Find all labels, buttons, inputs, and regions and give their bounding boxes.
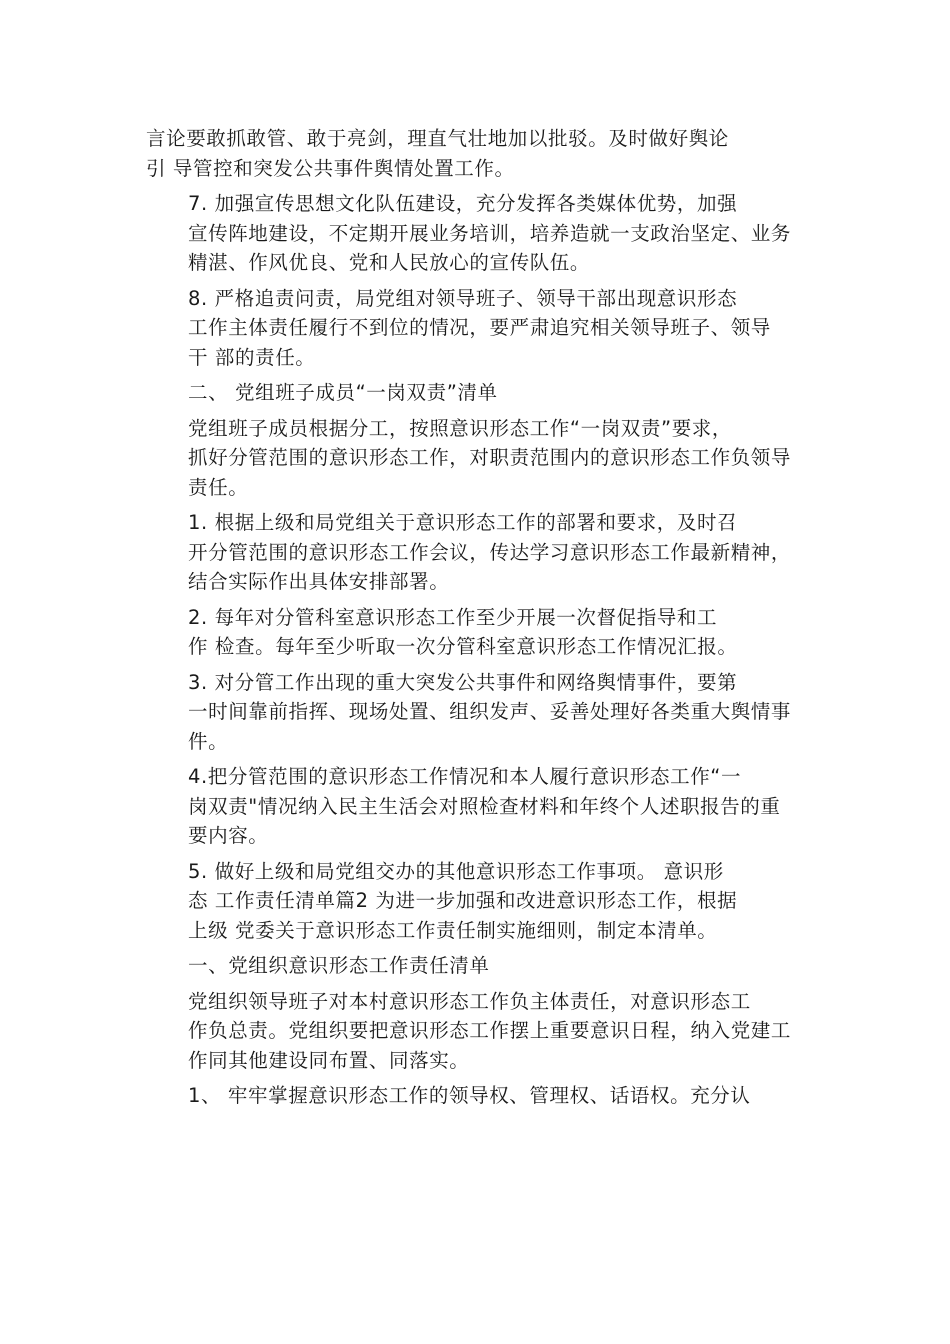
text-line: 岗双责"情况纳入民主生活会对照检查材料和年终个人述职报告的重 — [188, 794, 781, 818]
text-line: 作负总责。党组织要把意识形态工作摆上重要意识日程，纳入党建工 — [188, 1019, 792, 1042]
text-line: 二、 党组班子成员“一岗双责”清单 — [188, 381, 498, 404]
text-line: 作同其他建设同布置、同落实。 — [188, 1048, 470, 1072]
paragraph — [146, 508, 814, 597]
text-line: 1. 根据上级和局党组关于意识形态工作的部署和要求，及时召 — [188, 511, 738, 534]
text-line: 4.把分管范围的意识形态工作情况和本人履行意识形态工作“一 — [188, 765, 742, 788]
paragraph — [146, 124, 814, 183]
text-line: 工作主体责任履行不到位的情况，要严肃追究相关领导班子、领导 — [188, 316, 771, 339]
text-line: 7. 加强宣传思想文化队伍建设，充分发挥各类媒体优势，加强 — [188, 192, 738, 215]
paragraph — [146, 987, 814, 1076]
text-line: 责任。 — [188, 475, 249, 499]
text-line: 8. 严格追责问责，局党组对领导班子、领导干部出现意识形态 — [188, 286, 738, 310]
paragraph — [146, 1081, 814, 1111]
paragraph — [146, 762, 814, 851]
text-line: 干 部的责任。 — [188, 345, 316, 369]
paragraph — [146, 189, 814, 278]
paragraph — [146, 603, 814, 662]
paragraph — [146, 951, 814, 981]
text-line: 上级 党委关于意识形态工作责任制实施细则，制定本清单。 — [188, 918, 718, 942]
text-line: 结合实际作出具体安排部署。 — [188, 570, 450, 593]
paragraph — [146, 284, 814, 373]
text-line: 宣传阵地建设，不定期开展业务培训，培养造就一支政治坚定、业务 — [188, 221, 792, 245]
text-line: 3. 对分管工作出现的重大突发公共事件和网络舆情事件，要第 — [188, 670, 738, 694]
document-body — [146, 124, 814, 1117]
text-line: 作 检查。每年至少听取一次分管科室意识形态工作情况汇报。 — [188, 635, 738, 658]
text-line: 要内容。 — [188, 824, 269, 847]
text-line: 精湛、作风优良、党和人民放心的宣传队伍。 — [188, 251, 591, 274]
paragraph — [146, 857, 814, 946]
text-line: 抓好分管范围的意识形态工作，对职责范围内的意识形态工作负领导 — [188, 446, 792, 469]
text-line: 开分管范围的意识形态工作会议，传达学习意识形态工作最新精神， — [188, 540, 792, 564]
paragraph — [146, 378, 814, 408]
text-line: 言论要敢抓敢管、敢于亮剑，理直气壮地加以批驳。及时做好舆论 — [146, 127, 729, 150]
text-line: 5. 做好上级和局党组交办的其他意识形态工作事项。 意识形 — [188, 859, 724, 883]
text-line: 1、 牢牢掌握意识形态工作的领导权、管理权、话语权。充分认 — [188, 1084, 751, 1107]
text-line: 党组织领导班子对本村意识形态工作负主体责任，对意识形态工 — [188, 989, 751, 1013]
text-line: 一、党组织意识形态工作责任清单 — [188, 954, 490, 977]
paragraph — [146, 668, 814, 757]
text-line: 引 导管控和突发公共事件舆情处置工作。 — [146, 156, 515, 180]
text-line: 态 工作责任清单篇2 为进一步加强和改进意识形态工作，根据 — [188, 889, 738, 912]
text-line: 2. 每年对分管科室意识形态工作至少开展一次督促指导和工 — [188, 605, 718, 629]
text-line: 件。 — [188, 729, 229, 753]
paragraph — [146, 414, 814, 503]
text-line: 一时间靠前指挥、现场处置、组织发声、妥善处理好各类重大舆情事 — [188, 700, 792, 723]
text-line: 党组班子成员根据分工，按照意识形态工作“一岗双责”要求， — [188, 416, 733, 440]
